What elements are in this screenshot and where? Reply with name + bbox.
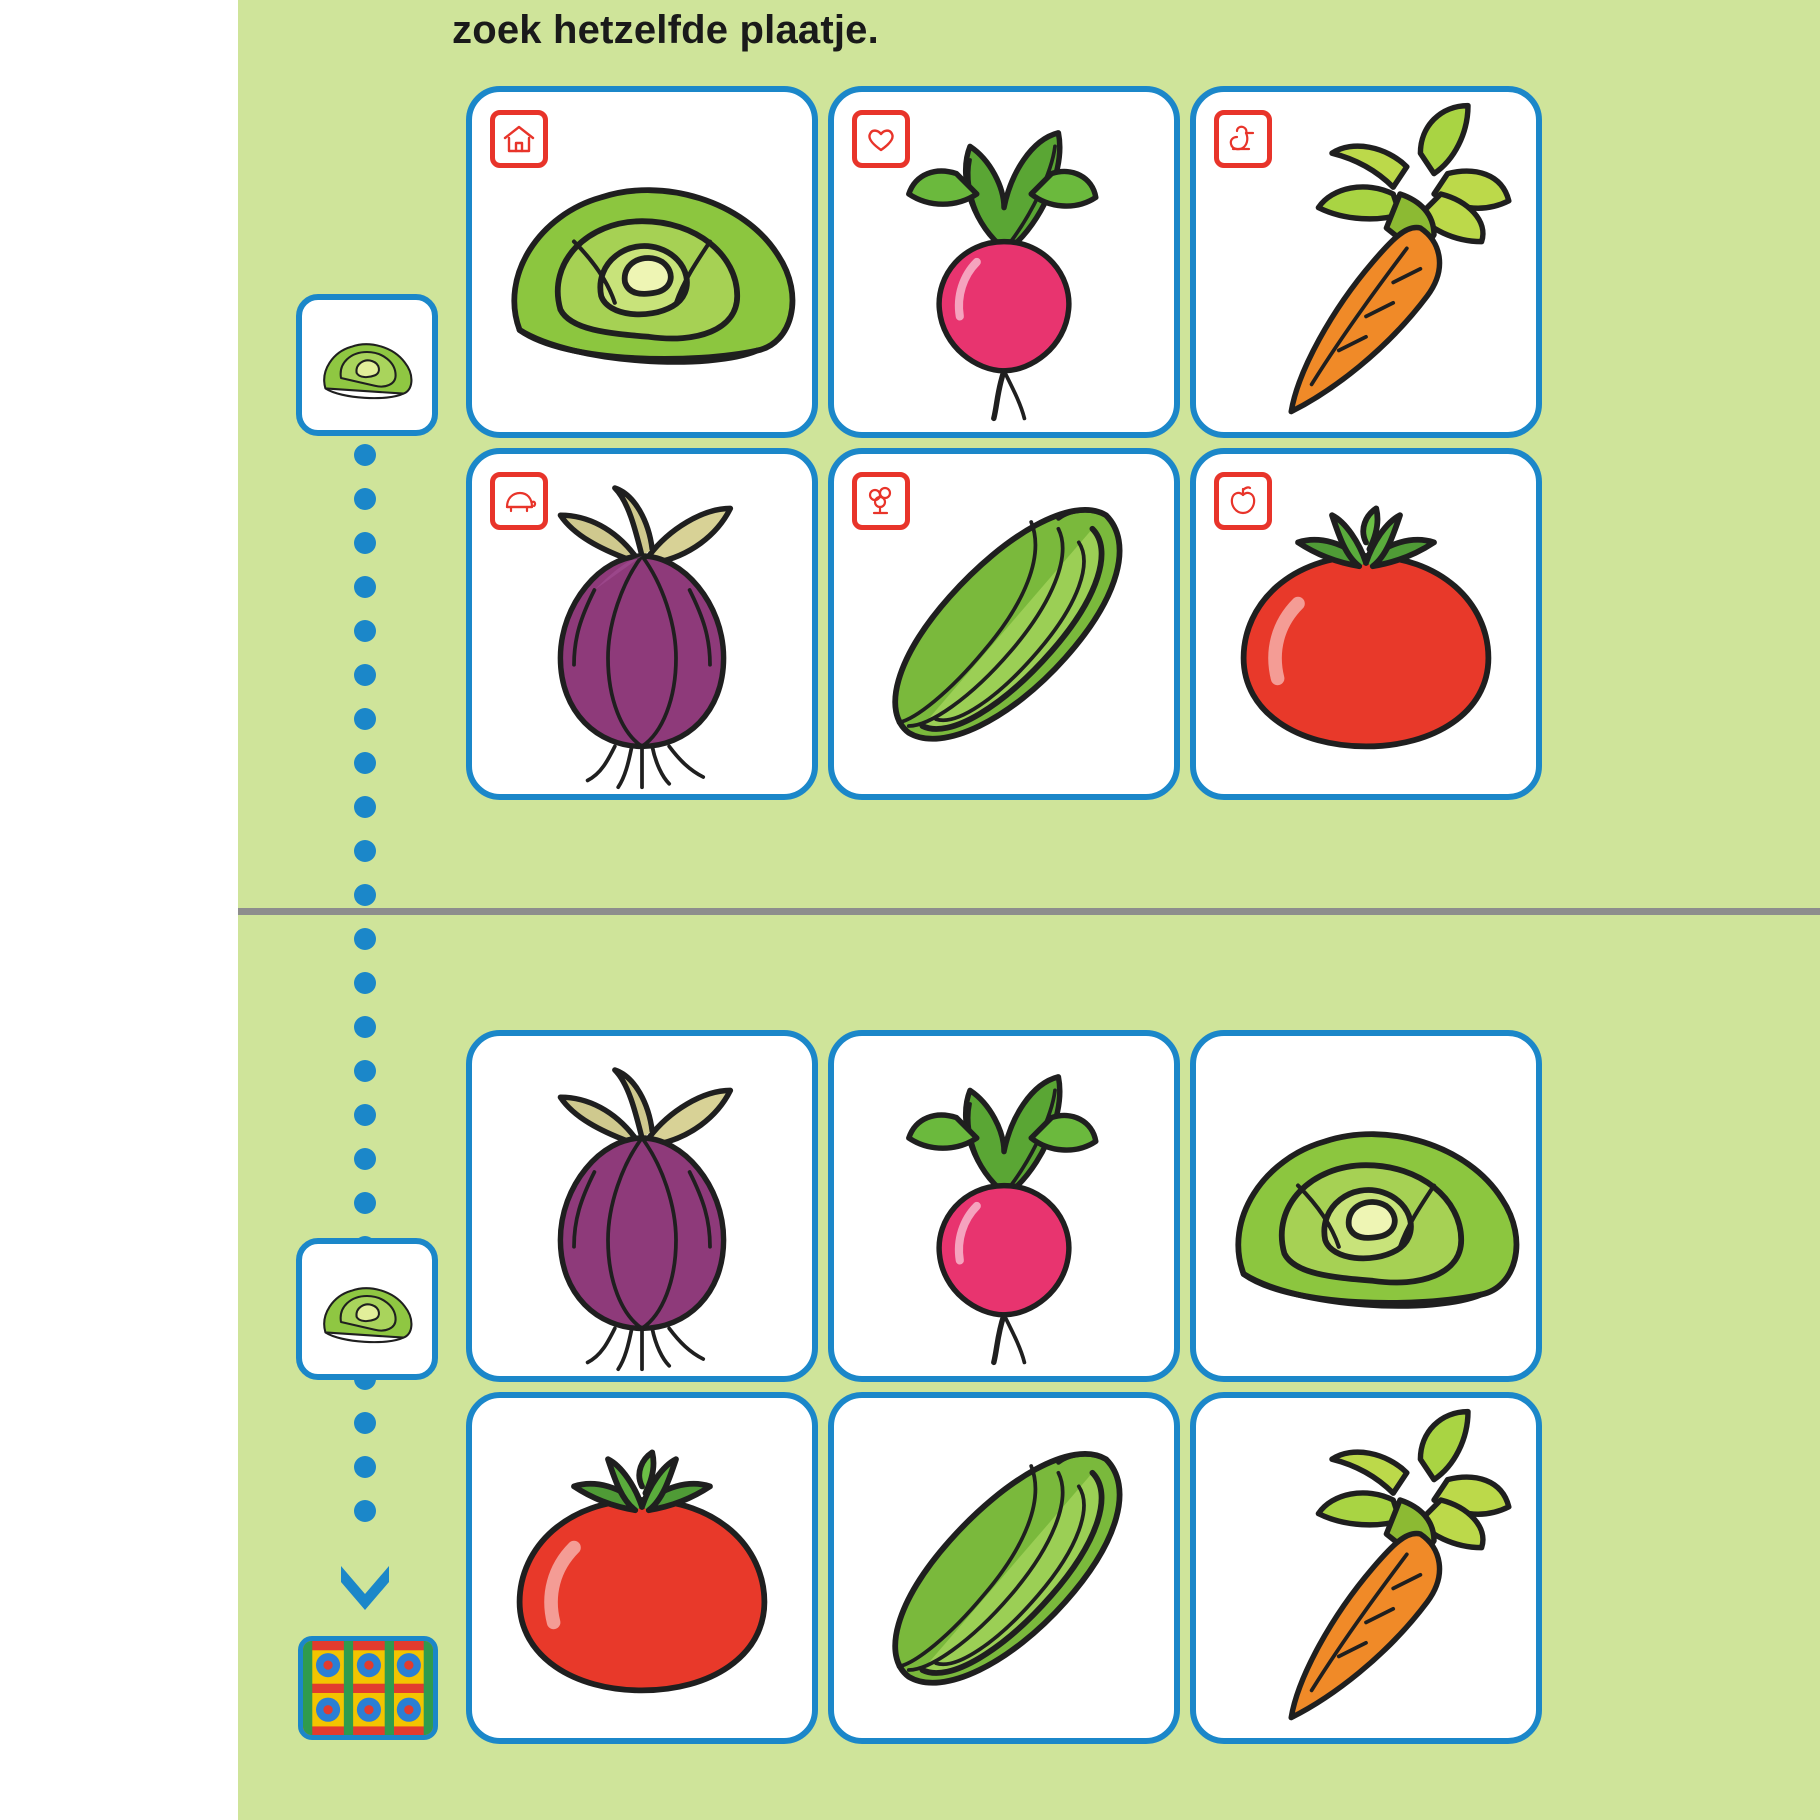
stamp-turtle [490, 472, 548, 530]
red-onion-illustration [472, 1036, 812, 1376]
connector-dot [354, 576, 376, 598]
connector-dot [354, 1148, 376, 1170]
card-carrot[interactable] [1190, 1392, 1542, 1744]
card-tomato[interactable] [466, 1392, 818, 1744]
stamp-house [490, 110, 548, 168]
heart-icon [861, 119, 901, 159]
connector-dot [354, 620, 376, 642]
sticker-slot-label [303, 1641, 304, 1642]
connector-dot [354, 532, 376, 554]
card-grid-top [466, 86, 1542, 800]
card-carrot[interactable] [1190, 86, 1542, 438]
connector-dot [354, 840, 376, 862]
connector-dot [354, 1192, 376, 1214]
connector-dot [354, 708, 376, 730]
card-radish[interactable] [828, 1030, 1180, 1382]
house-icon [499, 119, 539, 159]
connector-dot [354, 1456, 376, 1478]
stamp-duck [1214, 110, 1272, 168]
connector-dot [354, 1412, 376, 1434]
prompt-card-bottom [296, 1238, 438, 1380]
cucumber-illustration [834, 1398, 1174, 1738]
prompt-card-top [296, 294, 438, 436]
card-radish[interactable] [828, 86, 1180, 438]
card-tomato[interactable] [1190, 448, 1542, 800]
radish-illustration [834, 1036, 1174, 1376]
connector-dot [354, 928, 376, 950]
connector-dot [354, 1500, 376, 1522]
connector-dot [354, 488, 376, 510]
duck-icon [1223, 119, 1263, 159]
apple-icon [1223, 481, 1263, 521]
lettuce-icon [302, 300, 432, 430]
connector-dot [354, 1016, 376, 1038]
section-divider [238, 908, 1820, 915]
card-red-onion[interactable] [466, 448, 818, 800]
connector-dot [354, 752, 376, 774]
page-title: zoek hetzelfde plaatje. [452, 8, 879, 52]
card-cucumber[interactable] [828, 1392, 1180, 1744]
connector-dot [354, 664, 376, 686]
tree-icon [861, 481, 901, 521]
tomato-illustration [472, 1398, 812, 1738]
carrot-illustration [1196, 1398, 1536, 1738]
arrow-down-icon [336, 1560, 394, 1612]
card-red-onion[interactable] [466, 1030, 818, 1382]
card-cucumber[interactable] [828, 448, 1180, 800]
sticker-slot[interactable] [298, 1636, 438, 1740]
connector-dot [354, 796, 376, 818]
stamp-tree [852, 472, 910, 530]
card-lettuce[interactable] [466, 86, 818, 438]
prompt-card-top-label [302, 300, 303, 301]
card-grid-bottom [466, 1030, 1542, 1744]
connector-dot [354, 1060, 376, 1082]
dotted-connector [352, 444, 382, 1564]
connector-dot [354, 1104, 376, 1126]
stamp-apple [1214, 472, 1272, 530]
lettuce-icon [302, 1244, 432, 1374]
lettuce-illustration [1196, 1036, 1536, 1376]
connector-dot [354, 884, 376, 906]
connector-dot [354, 444, 376, 466]
connector-dot [354, 972, 376, 994]
sticker-pattern-icon [303, 1641, 433, 1738]
prompt-card-bottom-label [302, 1244, 303, 1245]
stamp-heart [852, 110, 910, 168]
card-lettuce[interactable] [1190, 1030, 1542, 1382]
turtle-icon [499, 481, 539, 521]
